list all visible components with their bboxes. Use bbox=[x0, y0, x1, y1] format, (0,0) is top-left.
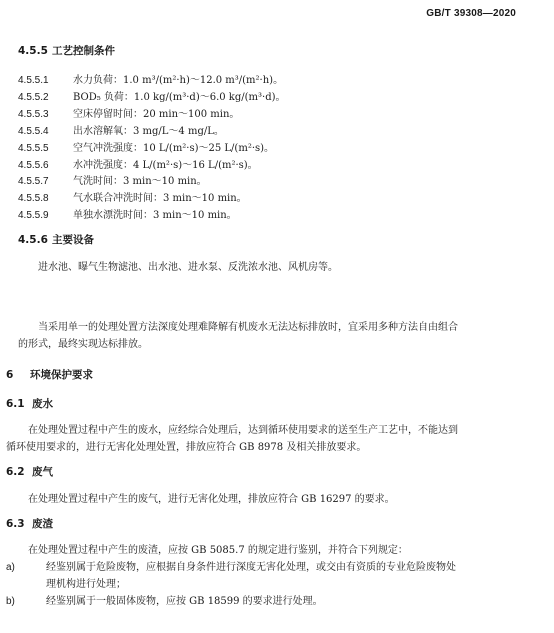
heading-6-2 bbox=[6, 464, 53, 479]
heading-title: 废气 bbox=[32, 466, 53, 478]
item-number: 4.5.5.3 bbox=[18, 109, 49, 120]
heading-number: 6.2 bbox=[6, 466, 25, 478]
item-text: 气水联合冲洗时间：3 min～10 min。 bbox=[73, 193, 247, 204]
heading-6 bbox=[6, 367, 93, 382]
paragraph-line: 在处理处置过程中产生的废渣，应按 GB 5085.7 的规定进行鉴别，并符合下列规定： bbox=[28, 545, 408, 556]
item-number: 4.5.5.5 bbox=[18, 143, 49, 154]
heading-title: 工艺控制条件 bbox=[52, 45, 115, 57]
heading-number: 6.1 bbox=[6, 398, 25, 410]
heading-title: 废渣 bbox=[32, 518, 53, 530]
item-text: 水力负荷：1.0 m³/(m²·h)～12.0 m³/(m²·h)。 bbox=[73, 75, 284, 86]
item-number: 4.5.5.2 bbox=[18, 92, 49, 103]
item-text: 空床停留时间：20 min～100 min。 bbox=[73, 109, 240, 120]
paragraph-line: 的形式，最终实现达标排放。 bbox=[18, 339, 148, 350]
heading-number: 4.5.6 bbox=[18, 234, 48, 246]
heading-4-5-6 bbox=[18, 232, 94, 247]
standard-code: GB/T 39308—2020 bbox=[426, 8, 516, 19]
item-text: 气洗时间：3 min～10 min。 bbox=[73, 176, 207, 187]
list-item-continuation: 理机构进行处理； bbox=[46, 579, 126, 590]
list-item bbox=[18, 172, 207, 187]
heading-title: 环境保护要求 bbox=[30, 369, 93, 381]
list-item bbox=[18, 88, 286, 103]
equipment-list: 进水池、曝气生物滤池、出水池、进水泵、反洗浓水池、风机房等。 bbox=[38, 262, 338, 273]
heading-number: 4.5.5 bbox=[18, 45, 48, 57]
list-item bbox=[18, 139, 274, 154]
item-text: 出水溶解氧：3 mg/L～4 mg/L。 bbox=[73, 126, 224, 137]
heading-title: 主要设备 bbox=[52, 234, 94, 246]
list-item bbox=[18, 122, 224, 137]
item-number: 4.5.5.9 bbox=[18, 210, 49, 221]
heading-number: 6.3 bbox=[6, 518, 25, 530]
item-text: 经鉴别属于危险废物，应根据自身条件进行深度无害化处理，或交由有资质的专业危险废物处 bbox=[46, 562, 456, 573]
list-item bbox=[18, 189, 247, 204]
item-text: 水冲洗强度：4 L/(m²·s)～16 L/(m²·s)。 bbox=[73, 160, 258, 171]
item-text: 经鉴别属于一般固体废物，应按 GB 18599 的要求进行处理。 bbox=[46, 596, 323, 607]
item-number: 4.5.5.7 bbox=[18, 176, 49, 187]
heading-title: 废水 bbox=[32, 398, 53, 410]
item-text: 空气冲洗强度：10 L/(m²·s)～25 L/(m²·s)。 bbox=[73, 143, 275, 154]
list-marker: b) bbox=[6, 596, 15, 607]
item-number: 4.5.5.4 bbox=[18, 126, 49, 137]
heading-number: 6 bbox=[6, 369, 14, 381]
item-text: BOD₅ 负荷：1.0 kg/(m³·d)～6.0 kg/(m³·d)。 bbox=[73, 92, 286, 103]
paragraph-line: 当采用单一的处理处置方法深度处理难降解有机废水无法达标排放时，宜采用多种方法自由组合 bbox=[38, 322, 458, 333]
list-item bbox=[18, 105, 239, 120]
heading-6-3 bbox=[6, 516, 53, 531]
item-number: 4.5.5.6 bbox=[18, 160, 49, 171]
heading-4-5-5 bbox=[18, 43, 115, 58]
list-marker: a) bbox=[6, 562, 15, 573]
list-item bbox=[18, 206, 237, 221]
item-text: 单独水漂洗时间：3 min～10 min。 bbox=[73, 210, 237, 221]
list-item-b bbox=[6, 592, 323, 607]
paragraph-line: 循环使用要求的，进行无害化处理处置，排放应符合 GB 8978 及相关排放要求。 bbox=[6, 442, 367, 453]
heading-6-1 bbox=[6, 396, 53, 411]
list-item bbox=[18, 71, 283, 86]
item-number: 4.5.5.8 bbox=[18, 193, 49, 204]
item-number: 4.5.5.1 bbox=[18, 75, 49, 86]
paragraph-line: 在处理处置过程中产生的废气，进行无害化处理，排放应符合 GB 16297 的要求。 bbox=[28, 494, 395, 505]
paragraph-line: 在处理处置过程中产生的废水，应经综合处理后，达到循环使用要求的送至生产工艺中，不能达到 bbox=[28, 425, 458, 436]
list-item-a bbox=[6, 558, 456, 573]
list-item bbox=[18, 156, 258, 171]
